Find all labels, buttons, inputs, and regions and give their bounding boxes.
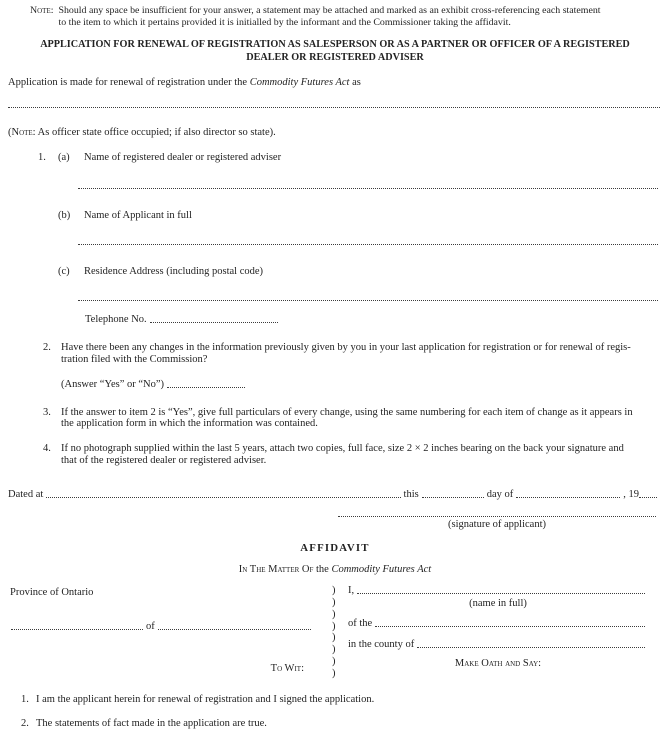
- answer-label: (Answer “Yes” or “No”): [61, 378, 165, 390]
- municipality-input-line[interactable]: [11, 628, 143, 630]
- item1c-text: Residence Address (including postal code): [84, 266, 264, 277]
- to-wit-label: To Wit:: [270, 662, 304, 674]
- bracket-glyph: ): [332, 656, 336, 668]
- item2-text: [61, 342, 660, 366]
- telephone-input-line[interactable]: [150, 321, 278, 323]
- county-row: [348, 639, 648, 650]
- item1a-row: [38, 152, 662, 163]
- item3: [43, 407, 660, 431]
- province-label: Province of Ontario: [10, 586, 94, 598]
- of-the-label: of the: [348, 617, 373, 629]
- affidavit-heading: AFFIDAVIT: [300, 541, 370, 554]
- dated-at-label: Dated at: [8, 488, 44, 500]
- municipality-of-input-line[interactable]: [158, 628, 311, 630]
- bracket-glyph: ): [332, 584, 336, 596]
- form-title-line-1: APPLICATION FOR RENEWAL OF REGISTRATION AS SALESPERSON OR AS A PARTNER OR OFFICER OF A REGISTERED: [40, 39, 630, 50]
- item2-line-1: Have there been any changes in the information previously given by you in your last application for registration or for renewal of regis-: [61, 342, 631, 353]
- telephone-label: Telephone No.: [85, 314, 147, 325]
- bracket-glyph: ): [332, 632, 336, 644]
- item4-line-1: If no photograph supplied within the last 5 years, attach two copies, full face, size 2 × 2 inches bearing on the back your signature and: [61, 443, 624, 455]
- in-county-label: in the county of: [348, 638, 415, 650]
- item1b-label: (b): [58, 210, 71, 221]
- statement-row: [21, 694, 662, 705]
- bracket-glyph: ): [332, 608, 336, 620]
- statement-2-number: 2.: [21, 717, 29, 729]
- day-of-label: day of: [486, 488, 514, 500]
- item4-number: 4.: [43, 443, 51, 455]
- item3-line-1: If the answer to item 2 is “Yes”, give full particulars of every change, using the same numbering for each item of change as it appears in: [61, 406, 633, 418]
- firm-name-input-line[interactable]: [375, 625, 645, 627]
- year-prefix-label: , 19: [623, 488, 639, 500]
- sworn-statements: [8, 694, 662, 729]
- i-label: I,: [348, 584, 355, 596]
- item1a-text: Name of registered dealer or registered adviser: [84, 152, 282, 163]
- municipality-row: [8, 621, 314, 632]
- bracket-glyph: ): [332, 644, 336, 656]
- item2-number: 2.: [43, 342, 51, 353]
- statement-2-text: The statements of fact made in the application are true.: [36, 717, 267, 729]
- item4-text: [61, 443, 660, 467]
- item1c-number-spacer: [38, 266, 58, 277]
- item1b-row: [38, 210, 662, 221]
- item1c-label: (c): [58, 266, 70, 277]
- item3-text: [61, 407, 660, 431]
- bracket-glyph: ): [332, 596, 336, 608]
- bracket-glyph: ): [332, 620, 336, 632]
- item4-line-2: that of the registered dealer or registered adviser.: [61, 454, 267, 466]
- item2-line-2: tration filed with the Commission?: [61, 353, 208, 365]
- of-label: of: [146, 620, 155, 632]
- top-note-line-1: Should any space be insufficient for your answer, a statement may be attached and marked as an exhibit cross-referencing each statement: [58, 5, 601, 16]
- matter-label: In The Matter Of: [238, 563, 314, 575]
- deponent-name-input-line[interactable]: [357, 592, 645, 594]
- matter-line: [8, 564, 662, 575]
- applicant-name-input-line[interactable]: [78, 242, 658, 245]
- yes-no-answer-input-line[interactable]: [167, 386, 245, 388]
- item3-line-2: the application form in which the information was contained.: [61, 418, 318, 430]
- answer-row: [61, 379, 662, 390]
- statement-1-text: I am the applicant herein for renewal of registration and I signed the application.: [36, 693, 375, 705]
- statement-1-number: 1.: [21, 693, 29, 705]
- residence-address-input-line[interactable]: [78, 298, 658, 301]
- matter-act-name: Commodity Futures Act: [331, 563, 432, 575]
- dated-day-input-line[interactable]: [422, 496, 484, 498]
- top-note-line-2: to the item to which it pertains provided it is initialled by the informant and the Commissioner taking the affidavit.: [58, 17, 511, 28]
- name-in-full-caption: (name in full): [469, 597, 527, 609]
- officer-note: [8, 127, 662, 139]
- signature-caption: (signature of applicant): [448, 518, 546, 530]
- top-note: [8, 5, 662, 29]
- top-note-label: Note:: [30, 5, 54, 16]
- intro-act-name: Commodity Futures Act: [249, 77, 350, 88]
- dated-place-input-line[interactable]: [46, 496, 400, 498]
- this-label: this: [403, 488, 419, 500]
- item4: [43, 443, 660, 467]
- dated-month-input-line[interactable]: [516, 496, 620, 498]
- intro-sentence: [8, 77, 662, 89]
- oath-label: Make Oath and Say:: [454, 657, 542, 669]
- signature-input-line[interactable]: [338, 515, 656, 517]
- form-title-line-2: DEALER OR REGISTERED ADVISER: [246, 51, 424, 63]
- of-the-row: [348, 618, 648, 629]
- affidavit-block: [8, 585, 662, 683]
- registration-type-input-line[interactable]: [8, 105, 660, 108]
- item1b-text: Name of Applicant in full: [84, 210, 192, 221]
- bracket-column: [332, 585, 336, 680]
- top-note-text: [58, 5, 600, 29]
- statement-row: [21, 718, 662, 729]
- intro-prefix: Application is made for renewal of registration under the: [8, 77, 250, 88]
- officer-note-label: (Note:: [8, 127, 36, 138]
- item1c-row: [38, 266, 662, 277]
- intro-suffix: as: [349, 77, 361, 88]
- matter-mid: the: [313, 563, 332, 575]
- item1b-number-spacer: [38, 210, 58, 221]
- county-input-line[interactable]: [417, 646, 645, 648]
- form-title: [8, 39, 662, 64]
- item3-number: 3.: [43, 406, 51, 418]
- deponent-name-row: [348, 585, 648, 596]
- officer-note-text: As officer state office occupied; if also director so state).: [35, 127, 276, 138]
- telephone-row: [85, 314, 662, 325]
- item2: [43, 342, 660, 366]
- signature-block: [338, 515, 656, 530]
- dated-row: [8, 489, 660, 500]
- deponent-column: [348, 585, 648, 669]
- dated-year-input-line[interactable]: [639, 496, 657, 498]
- dealer-name-input-line[interactable]: [78, 186, 658, 189]
- bracket-glyph: ): [332, 668, 336, 680]
- item1-number: 1.: [38, 152, 46, 163]
- item1a-label: (a): [58, 152, 70, 163]
